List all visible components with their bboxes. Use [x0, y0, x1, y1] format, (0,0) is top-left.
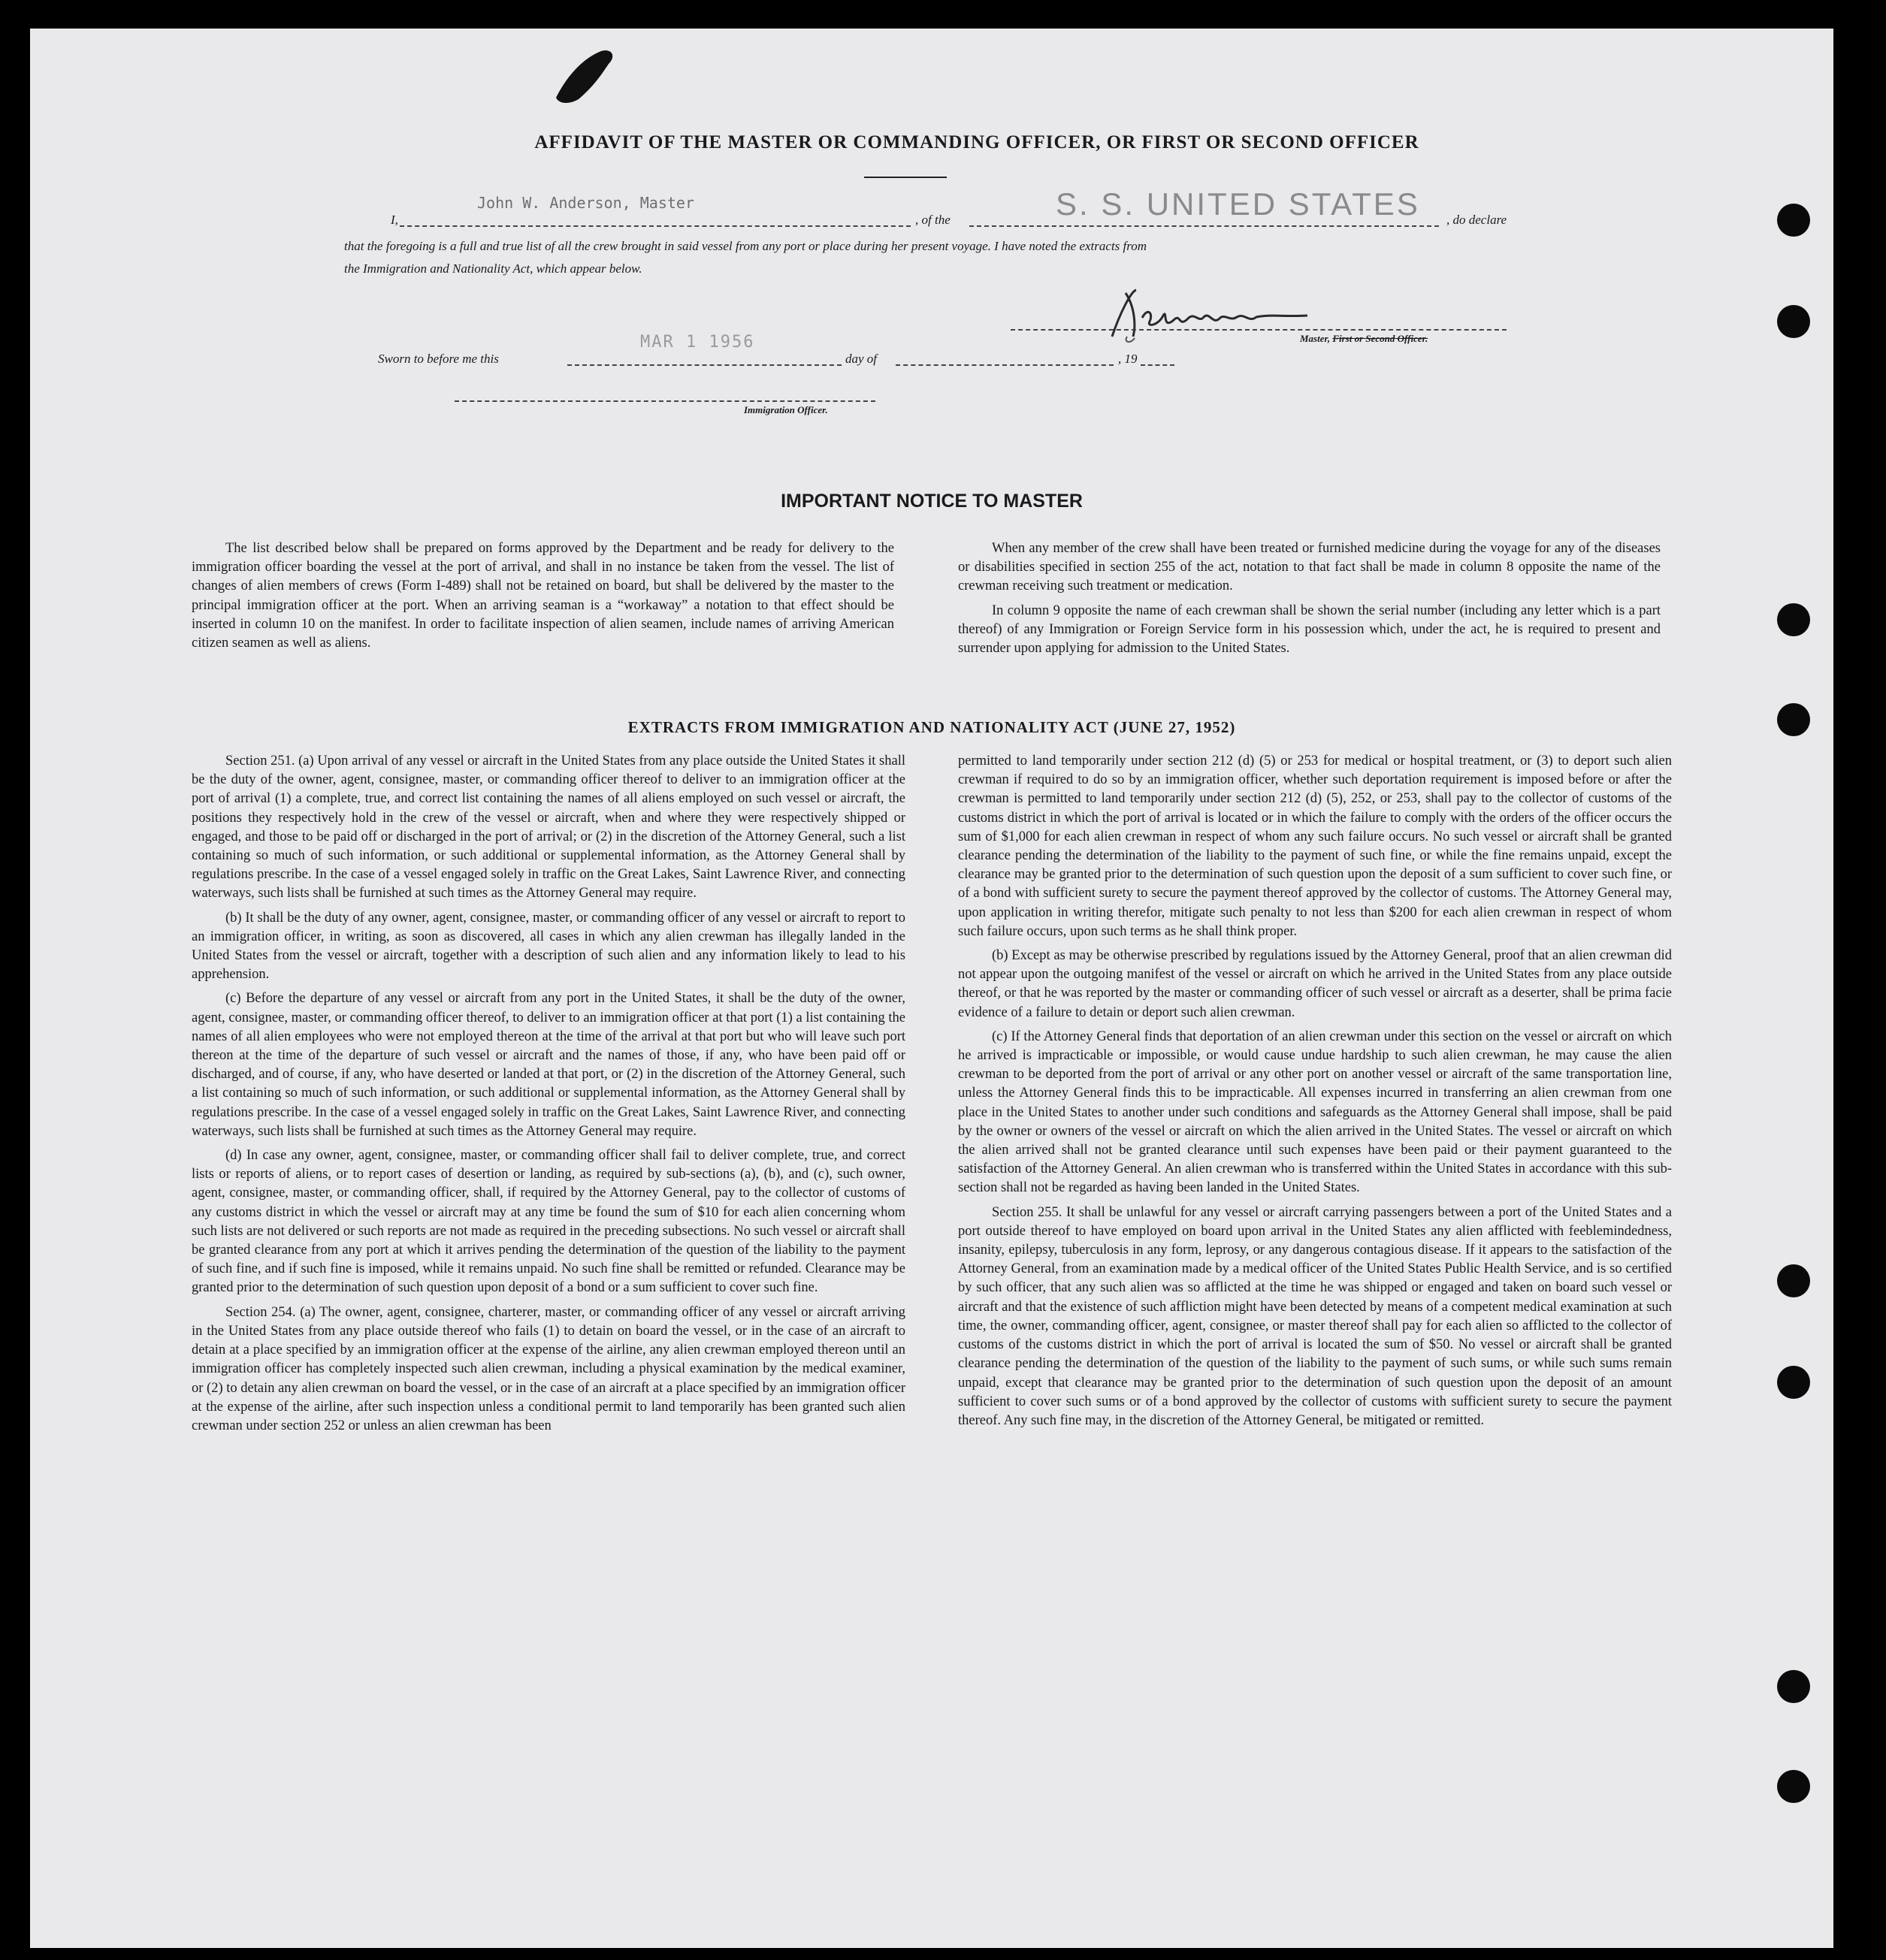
punch-hole-7	[1777, 1670, 1810, 1703]
notice-heading: IMPORTANT NOTICE TO MASTER	[781, 491, 1083, 512]
punch-hole-8	[1777, 1770, 1810, 1803]
sworn-date-stamp: MAR 1 1956	[640, 333, 755, 352]
label-of-the: , of the	[915, 213, 951, 227]
punch-hole-2	[1777, 305, 1810, 338]
title-underline	[864, 177, 947, 178]
section-paragraph: Section 251. (a) Upon arrival of any vessel or aircraft in the United States from any place outside the United States it shall be the duty of the owner, agent, consignee, master, or commanding officer thereof to deliver to an immigration officer at the port of arrival (1) a complete, true, and correct list containing the names of all aliens employed on such vessel or aircraft, the positions they respectively hold in the crew of the vessel or aircraft, when and where they were respectively shipped or engaged, and those to be paid off or discharged in the port of arrival; or (2) in the discretion of the Attorney General, such a list containing so much of such information, or such additional or supplemental information, as the Attorney General shall by regulations prescribe. In the case of a vessel engaged solely in traffic on the Great Lakes, Saint Lawrence River, and connecting waterways, such lists shall be furnished at such times as the Attorney General may require.	[192, 753, 905, 901]
section-paragraph: Section 255. It shall be unlawful for any vessel or aircraft carrying passengers between a port of the United States and a port outside thereof to have employed on board upon arrival in the United States any alien afflicted with feeblemindedness, insanity, epilepsy, tuberculosis in any form, leprosy, or any dangerous contagious disease. If it appears to the satisfaction of the Attorney General, from an examination made by a medical officer of the United States Public Health Service, and is so certified by such officer, that any such alien was so afflicted at the time he was shipped or engaged and taken on board such vessel or aircraft and that the existence of such affliction might have been detected by means of a competent medical examination at such time, the owner, commanding officer, agent, consignee, or master thereof shall pay for each alien so afflicted to the collector of customs of the customs district in which the port of arrival is located the sum of $50. No vessel or aircraft shall be granted clearance pending the determination of the question of the liability to the payment of such sums, or while such sums remain unpaid, except that clearance may be granted prior to the determination of such question upon the deposit of an amount sufficient to cover such sums or of a bond approved by the collector of customs with sufficient surety to secure the payment thereof. Any such fine may, in the discretion of the Attorney General, be mitigated or remitted.	[958, 1204, 1672, 1428]
caption-master: Master,	[1300, 333, 1333, 344]
notice-paragraph: When any member of the crew shall have been treated or furnished medicine during the voyage for any of the diseases or disabilities specified in section 255 of the act, notation to that fact shall be made in column 8 opposite the name of the crewman receiving such treatment or medication.	[958, 541, 1661, 594]
section-paragraph: (d) In case any owner, agent, consignee, master, or commanding officer shall fail to deliver complete, true, and correct lists or reports of aliens, or to report cases of desertion or landing, as required by sub-sections (a), (b), and (c), such owner, agent, consignee, master, or commanding officer, shall, if required by the Attorney General, pay to the collector of customs of any customs district in which the vessel or aircraft may at any time be found the sum of $10 for each alien concerning whom such lists are not delivered or such reports are not made as required in the preceding subsections. No such vessel or aircraft shall be granted clearance from any port at which it arrives pending the determination of the question of the liability to the payment of such fine, and if such fine is imposed, while it remains unpaid. No such fine shall be remitted or refunded. Clearance may be granted prior to the determination of such question upon deposit of a bond or a sum sufficient to cover such fine.	[192, 1148, 905, 1296]
punch-hole-5	[1777, 1264, 1810, 1297]
sworn-year-line	[1141, 364, 1174, 366]
section-paragraph: (c) Before the departure of any vessel or aircraft from any port in the United States, it shall be the duty of the owner, agent, consignee, master, or commanding officer thereof, to deliver to an immigration officer at that port (1) a list containing the names of all alien employees who were not employed thereon at the time of the arrival at that port but who will leave such port thereon at the time of the departure of such vessel or aircraft and the names of those, if any, who have been paid off or discharged, and of course, if any, who have deserted or landed at that port, or (2) in the discretion of the Attorney General, such a list containing so much of such information, or such additional or supplemental information, as the Attorney General shall by regulations prescribe. In the case of a vessel engaged solely in traffic on the Great Lakes, Saint Lawrence River, and connecting waterways, such lists shall be furnished at such times as the Attorney General may require.	[192, 991, 905, 1139]
affidavit-title: AFFIDAVIT OF THE MASTER OR COMMANDING OFFICER, OR FIRST OR SECOND OFFICER	[534, 132, 1419, 153]
punch-hole-3	[1777, 603, 1810, 636]
section-paragraph: (b) It shall be the duty of any owner, agent, consignee, master, or commanding officer of any vessel or aircraft to report to an immigration officer, in writing, as soon as discovered, all cases in which any alien crewman has illegally landed in the United States from the vessel or aircraft, together with a description of such alien and any information likely to lead to his apprehension.	[192, 910, 905, 983]
declaration-line-1: that the foregoing is a full and true list of all the crew brought in said vessel from any port or place during her present voyage. I have noted the extracts from	[344, 239, 1147, 253]
declaration-line-2: the Immigration and Nationality Act, which appear below.	[344, 261, 642, 276]
officer-line	[455, 400, 875, 402]
caption-struck: First or Second Officer.	[1332, 333, 1428, 344]
master-name-typed: John W. Anderson, Master	[477, 194, 694, 212]
section-paragraph: (c) If the Attorney General finds that deportation of an alien crewman under this section on the vessel or aircraft on which he arrived is impracticable or impossible, or would cause undue hardship to such alien crewman, he may cause the alien crewman to be deported from the port of arrival or any other port on another vessel or aircraft of the same transportation line, unless the Attorney General finds this to be impracticable. All expenses incurred in transferring an alien crewman from one place in the United States to another under such conditions and safeguards as the Attorney General shall impose, shall be paid by the owner or owners of the vessel or aircraft on which the alien arrived in the United States. The vessel or aircraft on which the alien arrived shall not be granted clearance until such expenses have been paid or their payment guaranteed to the satisfaction of the Attorney General. An alien crewman who is transferred within the United States in accordance with this sub-section shall not be regarded as having been landed in the United States.	[958, 1028, 1672, 1196]
label-year: , 19	[1118, 352, 1138, 366]
punch-hole-6	[1777, 1366, 1810, 1399]
sworn-month-line	[896, 364, 1114, 366]
name-line	[400, 225, 911, 227]
punch-hole-1	[1777, 204, 1810, 237]
section-paragraph: (b) Except as may be otherwise prescribed by regulations issued by the Attorney General, proof that an alien crewman did not appear upon the outgoing manifest of the vessel or aircraft on which he arrived in the United States from any place outside thereof, or that he was reported by the master or commanding officer of such vessel or aircraft as a deserter, shall be prima facie evidence of a failure to detain or deport such alien crewman.	[958, 948, 1672, 1020]
notice-right-column	[958, 539, 1661, 663]
vessel-line	[969, 225, 1439, 227]
signature-line	[1011, 329, 1507, 331]
label-i: I,	[391, 213, 398, 227]
label-day-of: day of	[845, 352, 878, 366]
extracts-right-column	[958, 752, 1672, 1436]
extracts-left-column	[192, 752, 905, 1441]
sworn-day-line	[567, 364, 842, 366]
section-paragraph: Section 254. (a) The owner, agent, consignee, charterer, master, or commanding officer of any vessel or aircraft arriving in the United States from any place outside thereof who fails (1) to detain on board the vessel, or in the case of an aircraft to detain at a place specified by an immigration officer at the expense of the airline, any alien crewman employed thereon until an immigration officer has completely inspected such alien crewman, including a physical examination by the medical examiner, or (2) to detain any alien crewman on board the vessel, or in the case of an aircraft at a place specified by an immigration officer at the expense of the airline, after such inspection unless a conditional permit to land temporarily has been granted such alien crewman under section 252 or unless an alien crewman has been	[192, 1304, 905, 1433]
officer-caption: Immigration Officer.	[744, 404, 828, 415]
notice-left-column	[192, 539, 894, 658]
notice-paragraph: The list described below shall be prepared on forms approved by the Department and be ready for delivery to the immigration officer boarding the vessel at the port of arrival, and shall in no instance be taken from the vessel. The list of changes of alien members of crews (Form I-489) shall not be retained on board, but shall be delivered by the master to the principal immigration officer at the port. When an arriving seaman is a “workaway” a notation to that effect should be inserted in column 10 on the manifest. In order to facilitate inspection of alien seamen, include names of arriving American citizen seamen as well as aliens.	[192, 541, 894, 651]
label-sworn: Sworn to before me this	[378, 352, 499, 366]
label-do-declare: , do declare	[1446, 213, 1507, 227]
ink-blot	[549, 45, 624, 105]
notice-paragraph: In column 9 opposite the name of each crewman shall be shown the serial number (including any letter which is a part thereof) of any Immigration or Foreign Service form in his possession which, under the act, he is required to present and surrender upon applying for admission to the United States.	[958, 602, 1661, 657]
extracts-heading: EXTRACTS FROM IMMIGRATION AND NATIONALITY ACT (JUNE 27, 1952)	[627, 718, 1236, 736]
vessel-name-stamp: S. S. UNITED STATES	[1056, 186, 1420, 222]
signature-caption	[1300, 333, 1428, 345]
document-page	[30, 29, 1833, 1948]
master-signature	[1090, 284, 1315, 344]
section-paragraph: permitted to land temporarily under section 212 (d) (5) or 253 for medical or hospital treatment, or (3) to deport such alien crewman if required to do so by an immigration officer, whether such deportation requirement is imposed before or after the crewman is permitted to land temporarily under section 212 (d) (5), 252, or 253, shall pay to the collector of customs of the customs district in which the port of arrival is located or in which the failure to comply with the orders of the officer occurs the sum of $1,000 for each alien crewman in respect of whom any such failure occurs. No such vessel or aircraft shall be granted clearance pending the determination of the liability to the payment of such fine, or while the fine remains unpaid, except the clearance may be granted prior to the determination of such question upon the deposit of a sum sufficient to cover such fine, or of a bond with sufficient surety to secure the payment thereof approved by the collector of customs. The Attorney General may, upon application in writing therefor, mitigate such penalty to not less than $200 for each alien crewman in respect of whom such failure occurs, upon such terms as he shall think proper.	[958, 753, 1672, 939]
